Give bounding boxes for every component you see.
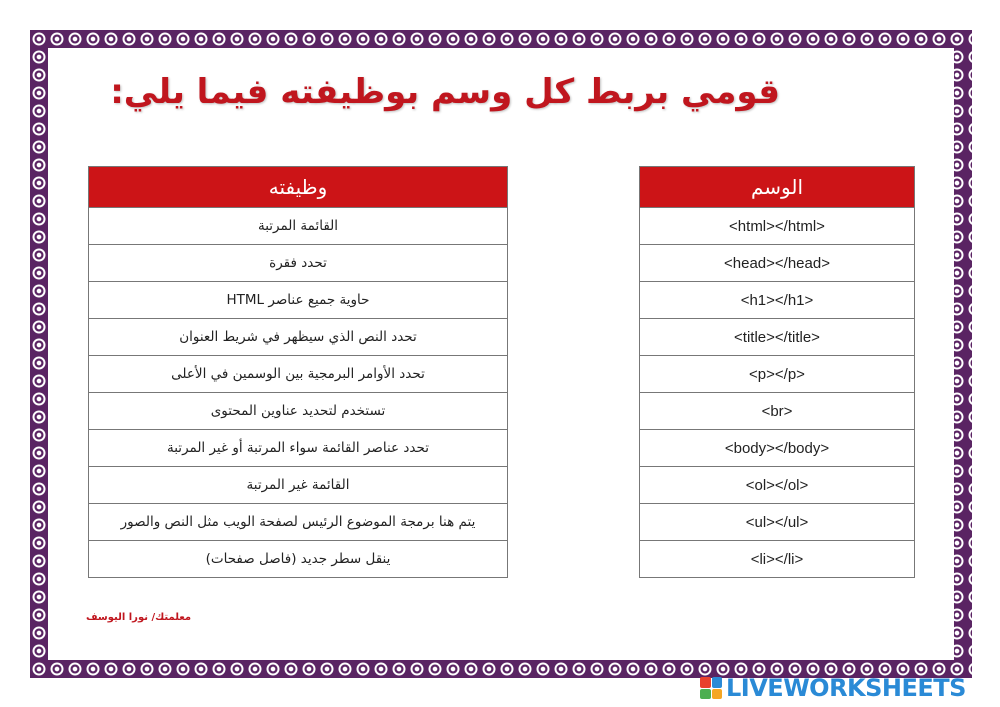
function-cell[interactable]: يتم هنا برمجة الموضوع الرئيس لصفحة الويب مثل النص والصور	[89, 504, 508, 541]
tag-row	[640, 541, 915, 578]
liveworksheets-logo-icon	[700, 677, 722, 699]
tag-cell[interactable]: <h1></h1>	[640, 282, 915, 319]
teacher-credit: معلمتك/ نورا اليوسف	[86, 612, 192, 623]
tag-row	[640, 356, 915, 393]
tag-cell[interactable]: <title></title>	[640, 319, 915, 356]
tag-row	[640, 393, 915, 430]
tag-cell[interactable]: <body></body>	[640, 430, 915, 467]
function-cell[interactable]: تحدد الأوامر البرمجية بين الوسمين في الأعلى	[89, 356, 508, 393]
functions-table	[88, 166, 508, 578]
function-cell[interactable]: القائمة غير المرتبة	[89, 467, 508, 504]
function-cell[interactable]: القائمة المرتبة	[89, 208, 508, 245]
function-cell[interactable]: حاوية جميع عناصر HTML	[89, 282, 508, 319]
watermark-text: LIVEWORKSHEETS	[726, 674, 966, 702]
tag-row	[640, 504, 915, 541]
function-row	[89, 208, 508, 245]
function-row	[89, 282, 508, 319]
tag-row	[640, 467, 915, 504]
tags-header: الوسم	[640, 167, 915, 208]
function-row	[89, 504, 508, 541]
function-cell[interactable]: ينقل سطر جديد (فاصل صفحات)	[89, 541, 508, 578]
tag-cell[interactable]: <br>	[640, 393, 915, 430]
function-row	[89, 430, 508, 467]
function-row	[89, 393, 508, 430]
tag-row	[640, 282, 915, 319]
tag-row	[640, 430, 915, 467]
worksheet-title: قومي بربط كل وسم بوظيفته فيما يلي:	[110, 72, 780, 112]
function-row	[89, 467, 508, 504]
tag-cell[interactable]: <li></li>	[640, 541, 915, 578]
function-cell[interactable]: تحدد فقرة	[89, 245, 508, 282]
tag-row	[640, 319, 915, 356]
function-cell[interactable]: تحدد عناصر القائمة سواء المرتبة أو غير المرتبة	[89, 430, 508, 467]
tag-cell[interactable]: <p></p>	[640, 356, 915, 393]
function-row	[89, 356, 508, 393]
tag-cell[interactable]: <ul></ul>	[640, 504, 915, 541]
liveworksheets-watermark[interactable]	[700, 672, 966, 704]
function-row	[89, 541, 508, 578]
tag-cell[interactable]: <head></head>	[640, 245, 915, 282]
tags-table	[639, 166, 915, 578]
function-row	[89, 319, 508, 356]
tag-cell[interactable]: <ol></ol>	[640, 467, 915, 504]
tag-row	[640, 208, 915, 245]
tag-cell[interactable]: <html></html>	[640, 208, 915, 245]
tag-row	[640, 245, 915, 282]
function-cell[interactable]: تستخدم لتحديد عناوين المحتوى	[89, 393, 508, 430]
function-row	[89, 245, 508, 282]
functions-header: وظيفته	[89, 167, 508, 208]
function-cell[interactable]: تحدد النص الذي سيظهر في شريط العنوان	[89, 319, 508, 356]
